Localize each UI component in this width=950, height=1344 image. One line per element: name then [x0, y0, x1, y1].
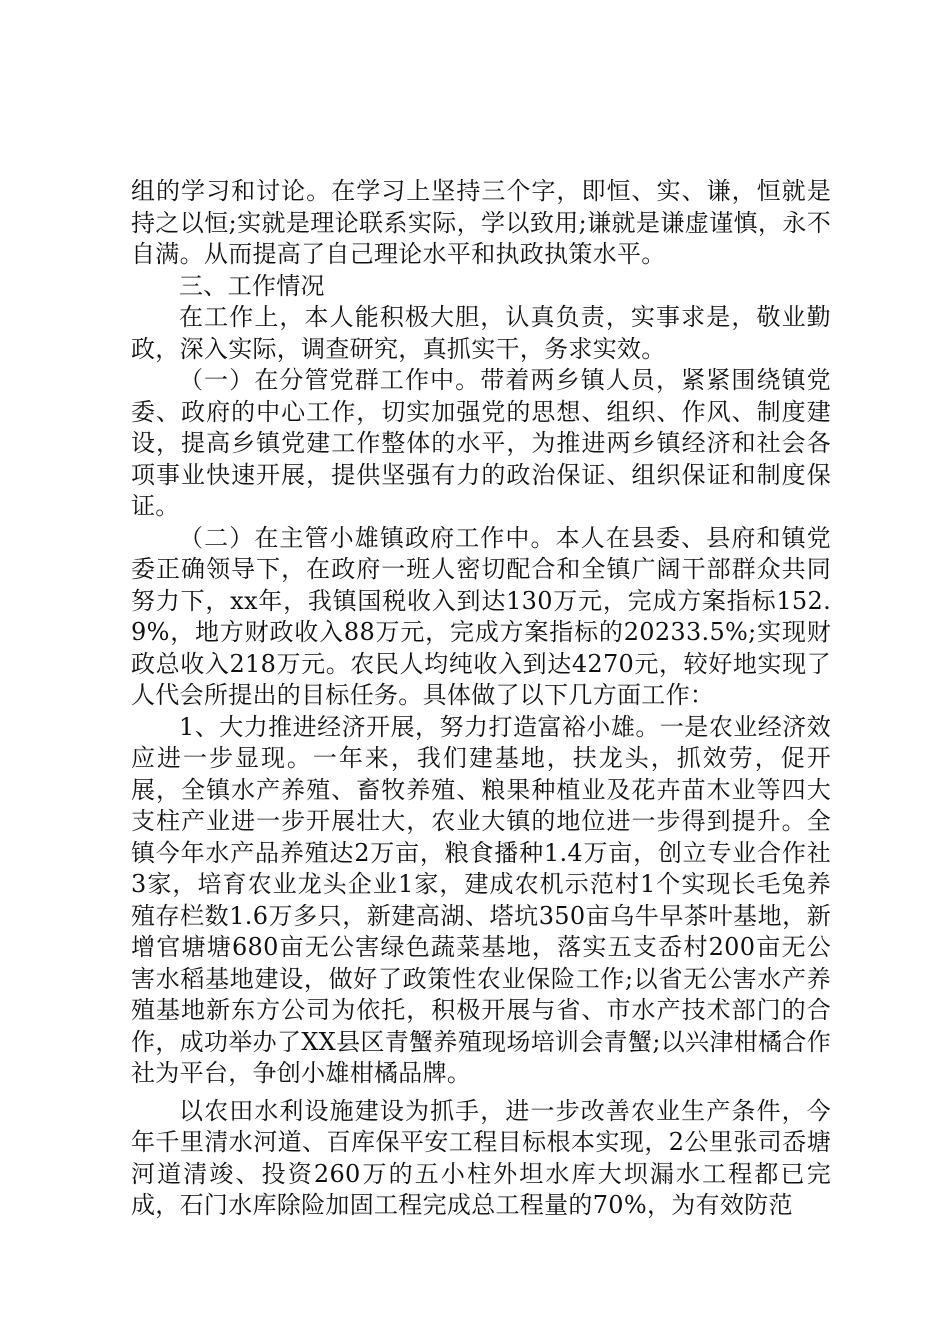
section-heading-work-status: 三、工作情况 [179, 271, 325, 300]
paragraph-item-party-work: （一）在分管党群工作中。带着两乡镇人员，紧紧围绕镇党委、政府的中心工作，切实加强党的思想、组织、作风、制度建设，提高乡镇党建工作整体的水平，为推进两乡镇经济和社会各项事业快速开展，提供坚强有力的政治保证、组织保证和制度保证。 [131, 366, 831, 520]
paragraph-economic-development: 1、大力推进经济开展，努力打造富裕小雄。一是农业经济效应进一步显现。一年来，我们建基地，扶龙头，抓效劳，促开展，全镇水产养殖、畜牧养殖、粮果种植业及花卉苗木业等四大支柱产业进一步开展壮大，农业大镇的地位进一步得到提升。全镇今年水产品养殖达2万亩，粮食播种1.4万亩，创立专业合作社3家，培育农业龙头企业1家，建成农机示范村1个实现长毛兔养殖存栏数1.6万多只，新建高湖、塔坑350亩乌牛早茶叶基地，新增官塘塘680亩无公害绿色蔬菜基地，落实五支岙村200亩无公害水稻基地建设，做好了政策性农业保险工作;以省无公害水产养殖基地新东方公司为依托，积极开展与省、市水产技术部门的合作，成功举办了XX县区青蟹养殖现场培训会青蟹;以兴津柑橘合作社为平台，争创小雄柑橘品牌。 [131, 712, 831, 1087]
paragraph-item-government-work: （二）在主管小雄镇政府工作中。本人在县委、县府和镇党委正确领导下，在政府一班人密切配合和全镇广阔干部群众共同努力下，xx年，我镇国税收入到达130万元，完成方案指标152.9%，地方财政收入88万元，完成方案指标的20233.5%;实现财政总收入218万元。农民人均纯收入到达4270元，较好地实现了人代会所提出的目标任务。具体做了以下几方面工作： [131, 523, 831, 709]
document-body [131, 176, 831, 1222]
paragraph-water-conservancy: 以农田水利设施建设为抓手，进一步改善农业生产条件，今年千里清水河道、百库保平安工程目标根本实现，2公里张司岙塘河道清竣、投资260万的五小柱外坦水库大坝漏水工程都已完成，石门水库除险加固工程完成总工程量的70%，为有效防范 [131, 1096, 831, 1219]
paragraph-work-intro: 在工作上，本人能积极大胆，认真负责，实事求是，敬业勤政，深入实际，调查研究，真抓实干，务求实效。 [131, 303, 831, 363]
paragraph-continued: 组的学习和讨论。在学习上坚持三个字，即恒、实、谦，恒就是持之以恒;实就是理论联系实际，学以致用;谦就是谦虚谨慎，永不自满。从而提高了自己理论水平和执政执策水平。 [131, 177, 831, 268]
